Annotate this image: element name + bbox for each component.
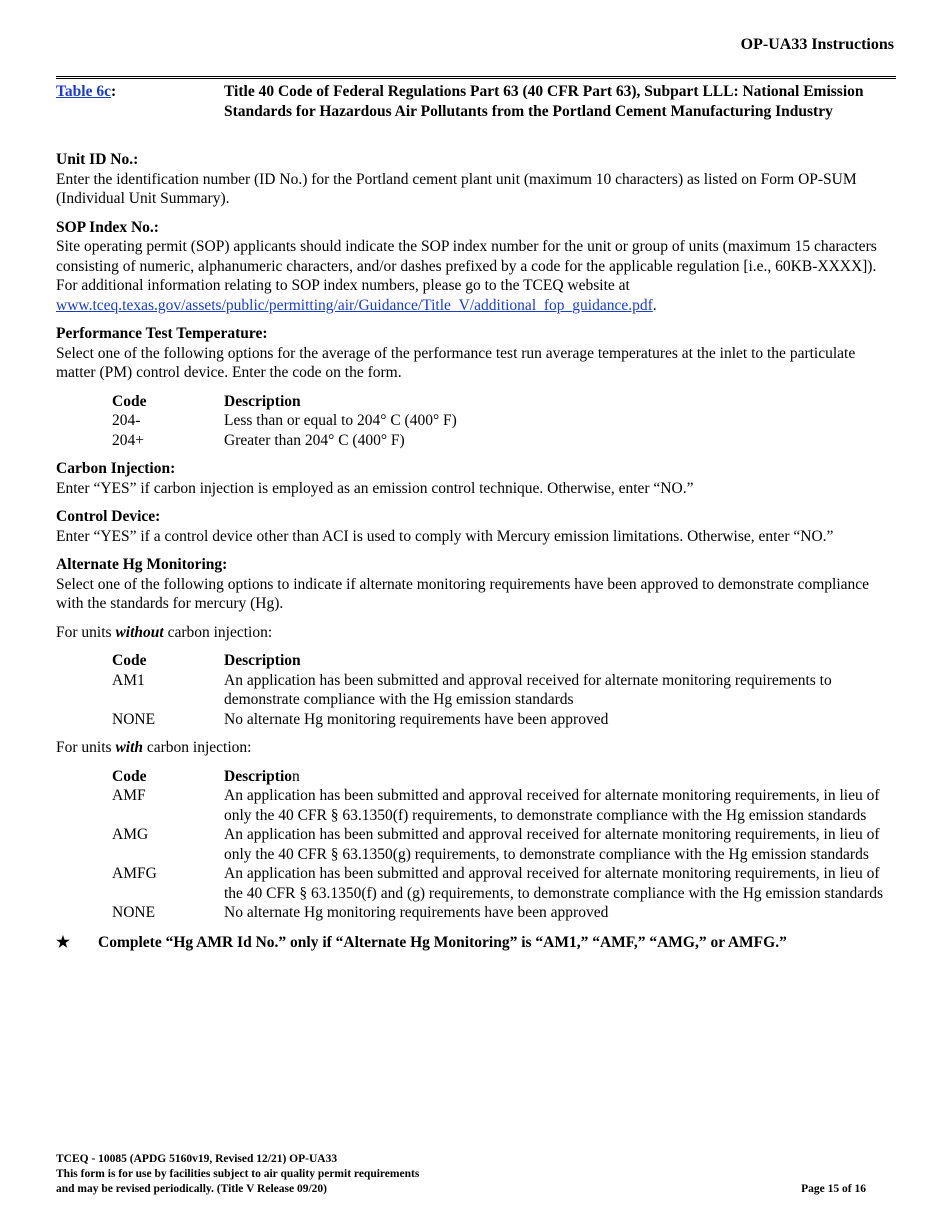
without-injection-intro <box>56 623 896 643</box>
sop-index-body: Site operating permit (SOP) applicants should indicate the SOP index number for the unit or group of units (maximum 15 characters consisting of numeric, alphanumeric characters, and/or dashes prefixed by a code for the applicable regulation [i.e., 60KB-XXXX]). For additional information relating to SOP index numbers, please go to the TCEQ website at <box>56 238 877 294</box>
description-header-plain: n <box>292 767 300 785</box>
table-ref-colon: : <box>110 83 117 100</box>
table-ref <box>56 82 224 121</box>
perf-temp-code-table <box>112 392 896 451</box>
description-column-header: Description <box>224 392 301 410</box>
intro-post: carbon injection: <box>143 739 252 756</box>
carbon-injection-text: Enter “YES” if carbon injection is employed as an emission control technique. Otherwise, enter “NO.” <box>56 479 694 497</box>
description-cell: No alternate Hg monitoring requirements have been approved <box>224 710 609 728</box>
description-column-header: Description <box>224 652 301 669</box>
code-column-header: Code <box>112 652 147 669</box>
footer-usage-note: This form is for use by facilities subject to air quality permit requirements <box>56 1168 420 1180</box>
sop-index-after: . <box>652 296 657 314</box>
description-cell: An application has been submitted and approval received for alternate monitoring requirements to demonstrate compliance with the Hg emission standards <box>224 671 832 708</box>
perf-temp-text: Select one of the following options for the average of the performance test run average temperatures at the inlet to the particulate matter (PM) control device. Enter the code on the form. <box>56 344 856 381</box>
code-cell: 204- <box>112 412 141 429</box>
description-cell: An application has been submitted and approval received for alternate monitoring requirements, in lieu of the 40 CFR § 63.1350(f) and (g) requirements, to demonstrate compliance with the Hg emission standards <box>224 865 884 902</box>
page-footer <box>56 1152 866 1197</box>
perf-temp-heading: Performance Test Temperature: <box>56 325 268 342</box>
star-icon: ★ <box>56 933 70 951</box>
with-injection-intro <box>56 738 896 758</box>
code-table-header <box>112 767 896 787</box>
alt-hg-text: Select one of the following options to indicate if alternate monitoring requirements have been approved to demonstrate compliance with the standards for mercury (Hg). <box>56 575 870 612</box>
table-row <box>112 825 896 864</box>
intro-pre: For units <box>56 623 116 641</box>
table-row <box>112 710 896 730</box>
header-rule <box>56 76 896 80</box>
description-column-header <box>224 767 896 787</box>
unit-id-heading: Unit ID No.: <box>56 151 139 168</box>
code-cell: NONE <box>112 904 156 921</box>
carbon-injection-heading: Carbon Injection: <box>56 460 176 477</box>
code-cell: AM1 <box>112 671 145 689</box>
footer-form-id: TCEQ - 10085 (APDG 5160v19, Revised 12/21) OP-UA33 <box>56 1153 338 1165</box>
tceq-guidance-link[interactable]: www.tceq.texas.gov/assets/public/permitting/air/Guidance/Title_V/additional_fop_guidance.pdf <box>56 296 653 314</box>
with-injection-code-table <box>112 767 896 923</box>
intro-post: carbon injection: <box>163 623 273 641</box>
table-row <box>112 864 896 903</box>
description-cell: An application has been submitted and approval received for alternate monitoring requirements, in lieu of only the 40 CFR § 63.1350(f) requirements, to demonstrate compliance with the Hg emission standards <box>224 787 880 824</box>
code-cell: AMFG <box>112 865 157 882</box>
alt-hg-heading: Alternate Hg Monitoring: <box>56 556 228 573</box>
code-table-header <box>112 392 896 412</box>
sop-index-section <box>56 218 896 316</box>
description-cell: Less than or equal to 204° C (400° F) <box>224 412 457 429</box>
sop-index-heading: SOP Index No.: <box>56 218 159 236</box>
table-row <box>112 431 896 451</box>
code-column-header: Code <box>112 392 147 410</box>
page-number: Page 15 of 16 <box>801 1183 866 1195</box>
intro-emphasis: without <box>115 623 164 641</box>
code-cell: AMG <box>112 826 149 843</box>
hg-amr-note <box>56 933 896 953</box>
control-device-section <box>56 507 896 546</box>
code-cell: AMF <box>112 787 146 804</box>
description-cell: An application has been submitted and approval received for alternate monitoring requirements, in lieu of only the 40 CFR § 63.1350(g) requirements, to demonstrate compliance with the Hg emission standards <box>224 826 880 863</box>
control-device-heading: Control Device: <box>56 508 161 525</box>
code-cell: 204+ <box>112 431 144 449</box>
table-row <box>112 786 896 825</box>
hg-amr-note-text: Complete “Hg AMR Id No.” only if “Alternate Hg Monitoring” is “AM1,” “AMF,” “AMG,” or AMFG.” <box>98 933 787 951</box>
table-title: Title 40 Code of Federal Regulations Part 63 (40 CFR Part 63), Subpart LLL: National Emission Standards for Hazardous Air Pollutants from the Portland Cement Manufacturing Industry <box>224 83 864 120</box>
footer-revision-note: and may be revised periodically. (Title V Release 09/20) <box>56 1183 327 1195</box>
carbon-injection-section <box>56 459 896 498</box>
perf-temp-section <box>56 324 896 450</box>
control-device-text: Enter “YES” if a control device other than ACI is used to comply with Mercury emission limitations. Otherwise, enter “NO.” <box>56 527 834 545</box>
unit-id-text: Enter the identification number (ID No.) for the Portland cement plant unit (maximum 10 characters) as listed on Form OP-SUM (Individual Unit Summary). <box>56 170 857 207</box>
description-cell: No alternate Hg monitoring requirements have been approved <box>224 904 609 921</box>
alt-hg-section <box>56 555 896 923</box>
description-header-bold: Descriptio <box>224 767 293 785</box>
intro-emphasis: with <box>115 739 144 756</box>
description-cell: Greater than 204° C (400° F) <box>224 431 405 449</box>
code-cell: NONE <box>112 710 156 728</box>
code-column-header: Code <box>112 767 147 785</box>
page-header-title: OP-UA33 Instructions <box>740 36 894 53</box>
instructions-body <box>56 150 896 952</box>
table-heading <box>56 82 896 121</box>
unit-id-section <box>56 150 896 209</box>
table-row <box>112 411 896 431</box>
sop-index-text <box>56 237 896 315</box>
table-row <box>112 903 896 923</box>
without-injection-code-table <box>112 651 896 729</box>
code-table-header <box>112 651 896 671</box>
intro-pre: For units <box>56 739 116 756</box>
table-row <box>112 671 896 710</box>
table-ref-link[interactable]: Table 6c <box>56 83 111 100</box>
